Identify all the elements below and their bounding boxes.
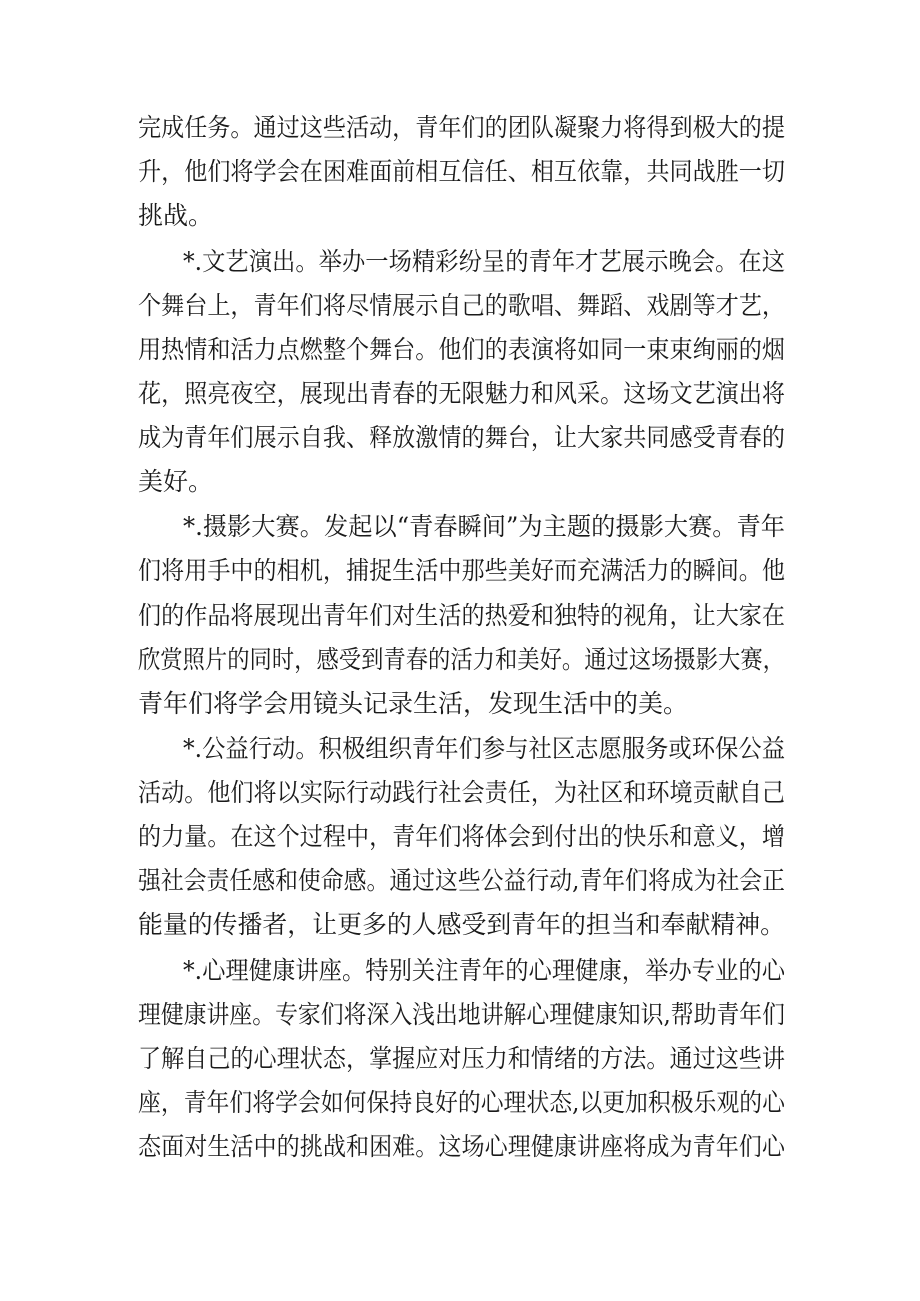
line-text: 美好。	[138, 467, 214, 496]
line-text: 理健康讲座。专家们将深入浅出地讲解心理健康知识,帮助青年们	[138, 1000, 785, 1029]
paragraph-line	[0, 194, 920, 238]
line-text: 们的作品将展现出青年们对生活的热爱和独特的视角，让大家在	[138, 601, 786, 630]
paragraph-line	[0, 106, 920, 150]
paragraph-line	[0, 416, 920, 460]
line-text: 活动。他们将以实际行动践行社会责任，为社区和环境贡献自己	[138, 778, 786, 807]
line-text: *.摄影大赛。发起以“青春瞬间”为主题的摄影大赛。青年	[183, 512, 786, 541]
line-text: 的力量。在这个过程中，青年们将体会到付出的快乐和意义，增	[138, 822, 786, 851]
line-text: 能量的传播者，让更多的人感受到青年的担当和奉献精神。	[138, 910, 786, 939]
line-text: 个舞台上，青年们将尽情展示自己的歌唱、舞蹈、戏剧等才艺，	[138, 291, 786, 320]
paragraph-line	[0, 505, 920, 549]
paragraph-line	[0, 682, 920, 726]
paragraph-line	[0, 549, 920, 593]
line-text: 们将用手中的相机，捕捉生活中那些美好而充满活力的瞬间。他	[138, 556, 786, 585]
line-text: 完成任务。通过这些活动，青年们的团队凝聚力将得到极大的提	[138, 113, 786, 142]
line-text: 欣赏照片的同时，感受到青春的活力和美好。通过这场摄影大赛，	[138, 645, 786, 674]
line-text: 花，照亮夜空，展现出青春的无限魅力和风采。这场文艺演出将	[138, 379, 786, 408]
line-text: 挑战。	[138, 201, 214, 230]
paragraph-line	[0, 638, 920, 682]
paragraph-line	[0, 240, 920, 284]
paragraph-line	[0, 372, 920, 416]
paragraph-line	[0, 727, 920, 771]
line-text: *.公益行动。积极组织青年们参与社区志愿服务或环保公益	[183, 734, 786, 763]
line-text: 座，青年们将学会如何保持良好的心理状态,以更加积极乐观的心	[138, 1088, 785, 1117]
paragraph-line	[0, 903, 920, 947]
line-text: 用热情和活力点燃整个舞台。他们的表演将如同一束束绚丽的烟	[138, 335, 786, 364]
paragraph-line	[0, 1081, 920, 1125]
line-text: 升，他们将学会在困难面前相互信任、相互依靠，共同战胜一切	[138, 157, 786, 186]
line-text: *.文艺演出。举办一场精彩纷呈的青年才艺展示晚会。在这	[183, 247, 786, 276]
paragraph-line	[0, 1125, 920, 1169]
line-text: 了解自己的心理状态，掌握应对压力和情绪的方法。通过这些讲	[138, 1044, 786, 1073]
paragraph-line	[0, 594, 920, 638]
line-text: 态面对生活中的挑战和困难。这场心理健康讲座将成为青年们心	[138, 1132, 786, 1161]
paragraph-line	[0, 1037, 920, 1081]
line-text: 成为青年们展示自我、释放激情的舞台，让大家共同感受青春的	[138, 423, 786, 452]
paragraph-line	[0, 328, 920, 372]
line-text: 强社会责任感和使命感。通过这些公益行动,青年们将成为社会正	[138, 866, 785, 895]
paragraph-line	[0, 993, 920, 1037]
paragraph-line	[0, 771, 920, 815]
paragraph-line	[0, 460, 920, 504]
paragraph-line	[0, 815, 920, 859]
paragraph-line	[0, 949, 920, 993]
paragraph-line	[0, 859, 920, 903]
paragraph-line	[0, 150, 920, 194]
paragraph-line	[0, 284, 920, 328]
line-text: *.心理健康讲座。特别关注青年的心理健康，举办专业的心	[183, 956, 786, 985]
line-text: 青年们将学会用镜头记录生活，发现生活中的美。	[138, 689, 689, 718]
